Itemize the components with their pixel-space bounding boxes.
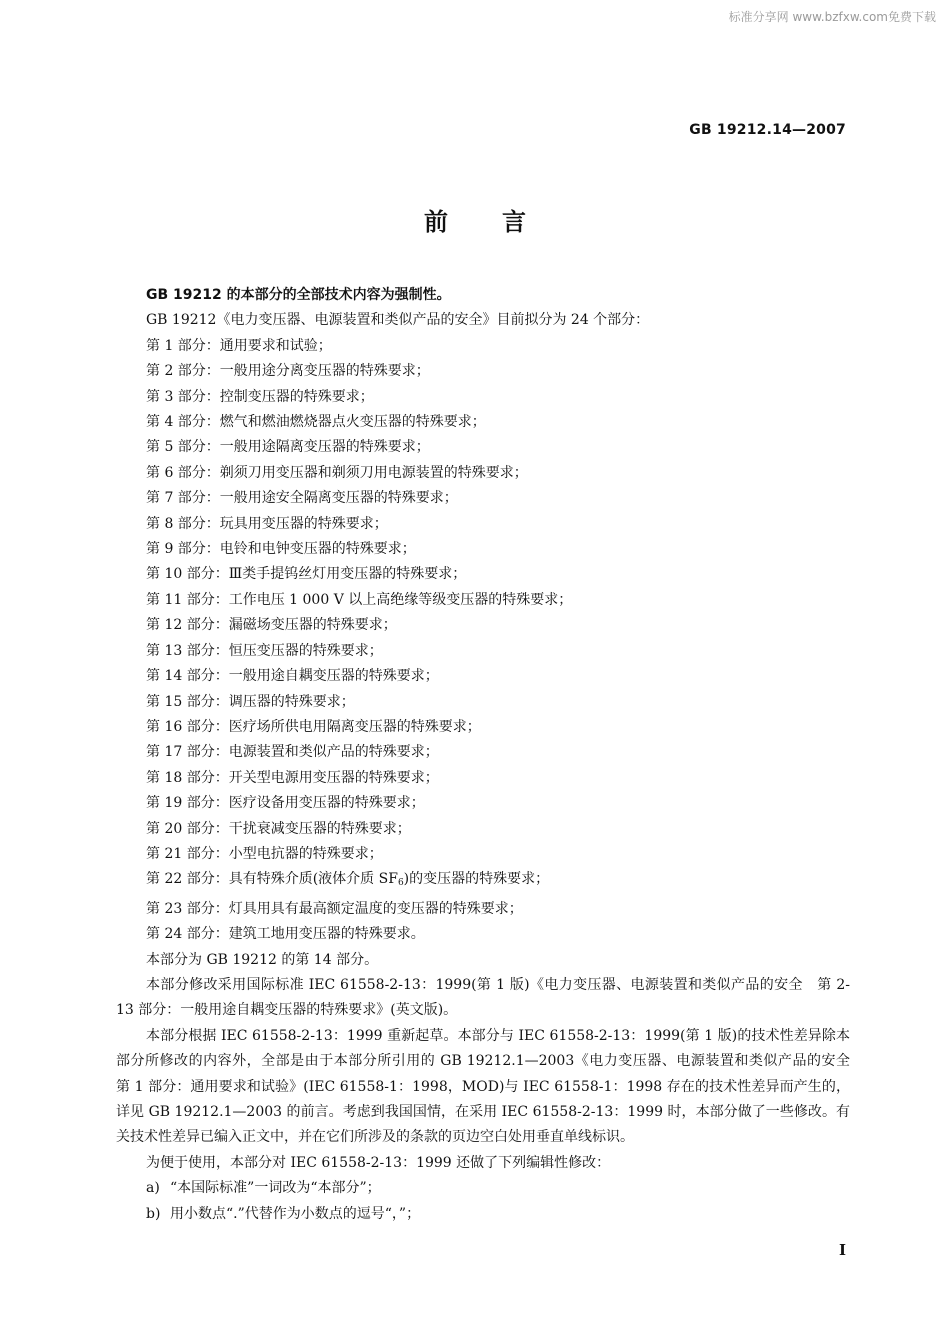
part-item-22 <box>116 867 850 896</box>
page-number: I <box>838 1241 846 1259</box>
part-item: 第 2 部分：一般用途分离变压器的特殊要求； <box>146 363 430 380</box>
parts-list <box>116 334 850 948</box>
part-item: 第 14 部分：一般用途自耦变压器的特殊要求； <box>146 668 439 685</box>
mandatory-statement: GB 19212 的本部分的全部技术内容为强制性。 <box>146 287 451 303</box>
part-item: 第 8 部分：玩具用变压器的特殊要求； <box>146 515 388 532</box>
editorial-item <box>116 1202 850 1227</box>
part-item: 第 5 部分：一般用途隔离变压器的特殊要求； <box>146 439 430 456</box>
watermark: 标准分享网 www.bzfxw.com免费下载 <box>728 10 936 24</box>
part-item: 第 11 部分：工作电压 1 000 V 以上高绝缘等级变压器的特殊要求； <box>146 591 573 608</box>
part-item: 第 4 部分：燃气和燃油燃烧器点火变压器的特殊要求； <box>146 414 486 431</box>
editorial-text: “本国际标准”一词改为“本部分”； <box>170 1180 381 1197</box>
document-body <box>116 283 864 1227</box>
part-item: 第 13 部分：恒压变压器的特殊要求； <box>146 642 383 659</box>
part-item: 第 10 部分：Ⅲ类手提钨丝灯用变压器的特殊要求； <box>146 566 467 583</box>
part-item: 第 15 部分：调压器的特殊要求； <box>146 693 355 710</box>
this-part-statement: 本部分为 GB 19212 的第 14 部分。 <box>146 951 379 968</box>
adoption-paragraph: 本部分修改采用国际标准 IEC 61558-2-13：1999(第 1 版)《电力变压器、电源装置和类似产品的安全 第 2-13 部分：一般用途自耦变压器的特殊要求》(英文版)。 <box>116 976 850 1019</box>
redraft-paragraph: 本部分根据 IEC 61558-2-13：1999 重新起草。本部分与 IEC 61558-2-13：1999(第 1 版)的技术性差异除本部分所修改的内容外，全部是由于本部分所引用的 GB 19212.1—2003《电力变压器、电源装置和类似产品的安全 第 1 部分：通用要求和试验》(IEC 61558-1：1998，MOD)与 IEC 61558-1：1998 存在的技术性差异而产生的，详见 GB 19212.1—2003 的前言。考虑到我国国情，在采用 IEC 61558-2-13：1999 时，本部分做了一些修改。有关技术性差异已编入正文中，并在它们所涉及的条款的页边空白处用垂直单线标识。 <box>116 1027 864 1146</box>
list-marker: b) <box>146 1205 161 1222</box>
part-item: 第 20 部分：干扰衰减变压器的特殊要求； <box>146 820 411 837</box>
part-22-text-end: )的变压器的特殊要求； <box>403 871 550 888</box>
part-item: 第 3 部分：控制变压器的特殊要求； <box>146 388 374 405</box>
part-item: 第 24 部分：建筑工地用变压器的特殊要求。 <box>146 926 425 943</box>
editorial-item <box>116 1176 850 1201</box>
part-item: 第 7 部分：一般用途安全隔离变压器的特殊要求； <box>146 490 458 507</box>
part-item: 第 9 部分：电铃和电钟变压器的特殊要求； <box>146 541 416 558</box>
part-item: 第 12 部分：漏磁场变压器的特殊要求； <box>146 617 397 634</box>
part-22-text: 第 22 部分：具有特殊介质(液体介质 SF <box>146 871 398 888</box>
part-item: 第 21 部分：小型电抗器的特殊要求； <box>146 845 383 862</box>
editorial-intro: 为便于使用，本部分对 IEC 61558-2-13：1999 还做了下列编辑性修改： <box>146 1154 611 1171</box>
page-title: 前言 <box>424 208 580 236</box>
part-22-subscript: 6 <box>397 878 404 889</box>
part-item: 第 6 部分：剃须刀用变压器和剃须刀用电源装置的特殊要求； <box>146 464 528 481</box>
list-marker: a) <box>146 1180 160 1197</box>
part-item: 第 16 部分：医疗场所供电用隔离变压器的特殊要求； <box>146 718 481 735</box>
part-item: 第 23 部分：灯具用具有最高额定温度的变压器的特殊要求； <box>146 900 523 917</box>
part-item: 第 18 部分：开关型电源用变压器的特殊要求； <box>146 769 439 786</box>
editorial-text: 用小数点“.”代替作为小数点的逗号“，”； <box>170 1205 421 1222</box>
part-item: 第 17 部分：电源装置和类似产品的特殊要求； <box>146 744 439 761</box>
document-number: GB 19212.14—2007 <box>689 122 846 138</box>
series-intro: GB 19212《电力变压器、电源装置和类似产品的安全》目前拟分为 24 个部分： <box>146 312 650 329</box>
part-item: 第 19 部分：医疗设备用变压器的特殊要求； <box>146 795 425 812</box>
part-item: 第 1 部分：通用要求和试验； <box>146 337 332 354</box>
editorial-list <box>116 1176 850 1227</box>
